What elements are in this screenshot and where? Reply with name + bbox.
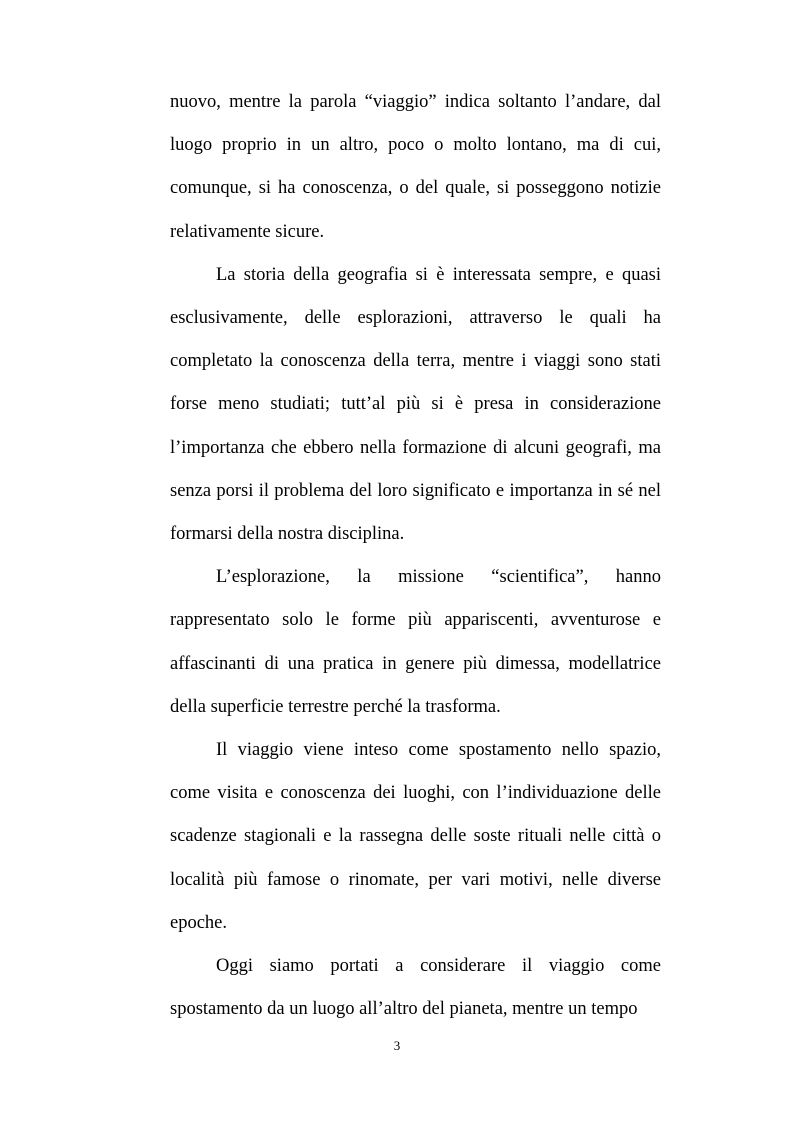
body-text <box>170 81 661 1031</box>
page-number: 3 <box>393 1038 401 1053</box>
paragraph-today: Oggi siamo portati a considerare il viaggio come spostamento da un luogo all’altro del pianeta, mentre un tempo <box>170 956 661 1020</box>
paragraph-exploration: L’esplorazione, la missione “scientifica”, hanno rappresentato solo le forme più appariscenti, avventurose e affascinanti di una pratica in genere più dimessa, modellatrice della superficie terrestre perché la trasforma. <box>170 567 661 717</box>
paragraph-continuation: nuovo, mentre la parola “viaggio” indica soltanto l’andare, dal luogo proprio in un altro, poco o molto lontano, ma di cui, comunque, si ha conoscenza, o del quale, si posseggono notizie relativamente sicure. <box>170 92 661 242</box>
paragraph-travel-definition: Il viaggio viene inteso come spostamento nello spazio, come visita e conoscenza dei luoghi, con l’individuazione delle scadenze stagionali e la rassegna delle soste rituali nelle città o località più famose o rinomate, per vari motivi, nelle diverse epoche. <box>170 740 661 933</box>
paragraph-history-of-geography: La storia della geografia si è interessata sempre, e quasi esclusivamente, delle esplorazioni, attraverso le quali ha completato la conoscenza della terra, mentre i viaggi sono stati forse meno studiati; tutt’al più si è presa in considerazione l’importanza che ebbero nella formazione di alcuni geografi, ma senza porsi il problema del loro significato e importanza in sé nel formarsi della nostra disciplina. <box>170 264 661 545</box>
